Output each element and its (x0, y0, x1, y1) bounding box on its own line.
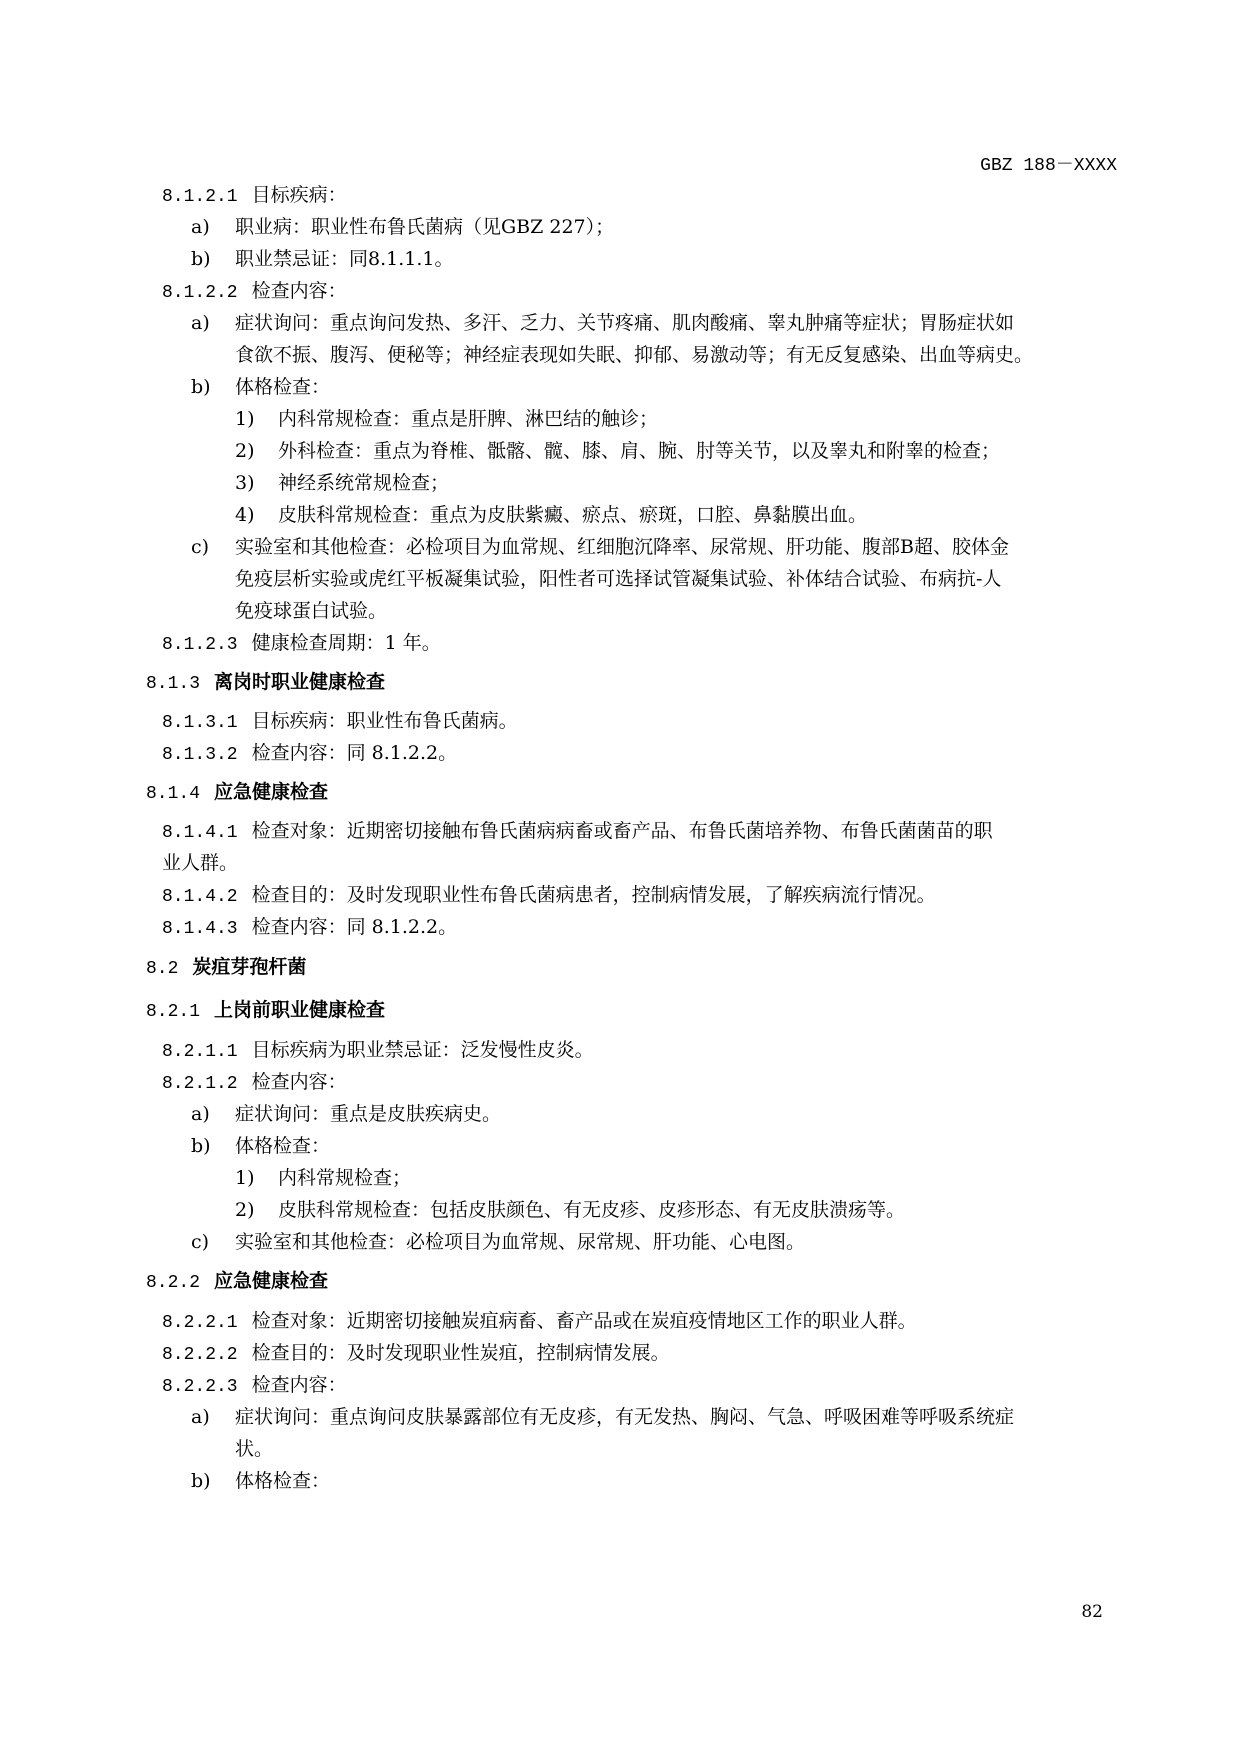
list-marker: a) (191, 1406, 210, 1428)
list-text-continuation: 免疫层析实验或虎红平板凝集试验，阳性者可选择试管凝集试验、补体结合试验、布病抗-人 (235, 568, 1002, 590)
clause-number: 8.2.1.2 (162, 1074, 238, 1094)
sub-list-item (235, 1167, 411, 1189)
list-text-continuation: 状。 (235, 1438, 274, 1460)
clause-8-1-4-3 (162, 916, 457, 940)
clause-text: 健康检查周期：1 年。 (251, 632, 441, 654)
list-marker: 1) (235, 1167, 255, 1189)
list-marker: b) (191, 1470, 211, 1492)
list-item (191, 312, 1014, 334)
clause-number: 8.1.3.2 (162, 745, 238, 765)
clause-number: 8.1.4.1 (162, 823, 238, 843)
page-number: 82 (1081, 1602, 1103, 1622)
list-text: 皮肤科常规检查：重点为皮肤紫癜、瘀点、瘀斑，口腔、鼻黏膜出血。 (278, 504, 868, 526)
clause-8-1-2-3 (162, 632, 441, 656)
list-text: 外科检查：重点为脊椎、骶髂、髋、膝、肩、腕、肘等关节，以及睾丸和附睾的检查； (278, 440, 1001, 462)
clause-8-1-3-1 (162, 710, 518, 734)
clause-text: 检查内容： (251, 280, 347, 302)
list-marker: 1) (235, 408, 255, 430)
clause-text: 检查内容：同 8.1.2.2。 (251, 742, 458, 764)
list-item (191, 216, 614, 238)
list-text-continuation: 免疫球蛋白试验。 (235, 600, 388, 622)
clause-8-1-4-1 (162, 820, 993, 844)
list-text: 内科常规检查； (278, 1167, 412, 1189)
list-marker: 2) (235, 440, 255, 462)
list-marker: b) (191, 1135, 211, 1157)
sub-list-item (235, 504, 867, 526)
list-text: 皮肤科常规检查：包括皮肤颜色、有无皮疹、皮疹形态、有无皮肤溃疡等。 (278, 1199, 906, 1221)
section-title: 离岗时职业健康检查 (214, 671, 386, 693)
list-marker: 2) (235, 1199, 255, 1221)
clause-text: 检查目的：及时发现职业性炭疽，控制病情发展。 (251, 1342, 670, 1364)
section-number: 8.1.3 (146, 674, 201, 694)
list-marker: 4) (235, 504, 255, 526)
list-item (191, 248, 453, 270)
clause-text: 检查内容：同 8.1.2.2。 (251, 916, 458, 938)
section-title: 应急健康检查 (214, 1270, 329, 1292)
clause-text: 检查目的：及时发现职业性布鲁氏菌病患者，控制病情发展，了解疾病流行情况。 (251, 884, 936, 906)
list-item (191, 1231, 805, 1253)
clause-text: 目标疾病： (251, 184, 347, 206)
section-heading-8-2-1 (146, 999, 385, 1023)
list-marker: a) (191, 312, 210, 334)
clause-8-2-2-3 (162, 1374, 347, 1398)
list-marker: a) (191, 1103, 210, 1125)
section-number: 8.2.2 (146, 1273, 201, 1293)
section-heading-8-1-4 (146, 781, 328, 805)
clause-number: 8.1.2.2 (162, 283, 238, 303)
list-marker: c) (191, 1231, 210, 1253)
list-item (191, 1406, 1014, 1428)
section-number: 8.1.4 (146, 784, 201, 804)
clause-number: 8.1.4.3 (162, 919, 238, 939)
clause-8-2-1-2 (162, 1071, 347, 1095)
clause-text: 检查内容： (251, 1071, 347, 1093)
list-text: 内科常规检查：重点是肝脾、淋巴结的触诊； (278, 408, 659, 430)
clause-8-1-4-2 (162, 884, 936, 908)
clause-text: 检查对象：近期密切接触炭疽病畜、畜产品或在炭疽疫情地区工作的职业人群。 (251, 1310, 917, 1332)
clause-text: 检查内容： (251, 1374, 347, 1396)
list-text: 症状询问：重点是皮肤疾病史。 (235, 1103, 502, 1125)
section-number: 8.2.1 (146, 1002, 201, 1022)
clause-8-1-2-1 (162, 184, 347, 208)
section-heading-8-1-3 (146, 671, 385, 695)
list-item (191, 1470, 330, 1492)
clause-number: 8.2.2.2 (162, 1345, 238, 1365)
list-marker: b) (191, 248, 211, 270)
clause-8-2-2-1 (162, 1310, 917, 1334)
section-heading-8-2 (146, 956, 306, 980)
section-title: 应急健康检查 (214, 781, 329, 803)
clause-number: 8.2.2.1 (162, 1313, 238, 1333)
section-title: 炭疽芽孢杆菌 (192, 956, 307, 978)
list-text: 体格检查： (235, 376, 331, 398)
list-marker: c) (191, 536, 210, 558)
list-text: 实验室和其他检查：必检项目为血常规、红细胞沉降率、尿常规、肝功能、腹部B超、胶体金 (235, 536, 1009, 558)
section-number: 8.2 (146, 959, 179, 979)
clause-number: 8.1.3.1 (162, 713, 238, 733)
clause-number: 8.1.2.1 (162, 187, 238, 207)
clause-text: 检查对象：近期密切接触布鲁氏菌病病畜或畜产品、布鲁氏菌培养物、布鲁氏菌菌苗的职 (251, 820, 993, 842)
section-heading-8-2-2 (146, 1270, 328, 1294)
sub-list-item (235, 408, 658, 430)
list-text: 职业病：职业性布鲁氏菌病（见GBZ 227）； (235, 216, 615, 238)
list-item (191, 1103, 501, 1125)
list-text: 实验室和其他检查：必检项目为血常规、尿常规、肝功能、心电图。 (235, 1231, 806, 1253)
list-marker: a) (191, 216, 210, 238)
list-text: 体格检查： (235, 1470, 331, 1492)
list-text-continuation: 食欲不振、腹泻、便秘等；神经症表现如失眠、抑郁、易激动等；有无反复感染、出血等病史。 (235, 344, 1034, 366)
section-title: 上岗前职业健康检查 (214, 999, 386, 1021)
list-text: 体格检查： (235, 1135, 331, 1157)
clause-text: 目标疾病为职业禁忌证：泛发慢性皮炎。 (251, 1039, 594, 1061)
sub-list-item (235, 1199, 905, 1221)
sub-list-item (235, 472, 449, 494)
clause-text: 目标疾病：职业性布鲁氏菌病。 (251, 710, 518, 732)
list-text: 症状询问：重点询问发热、多汗、乏力、关节疼痛、肌肉酸痛、睾丸肿痛等症状；胃肠症状如 (235, 312, 1015, 334)
sub-list-item (235, 440, 1000, 462)
list-text: 神经系统常规检查； (278, 472, 450, 494)
clause-8-2-2-2 (162, 1342, 670, 1366)
list-item (191, 376, 330, 398)
clause-8-2-1-1 (162, 1039, 594, 1063)
list-marker: 3) (235, 472, 255, 494)
clause-number: 8.2.2.3 (162, 1377, 238, 1397)
clause-number: 8.1.4.2 (162, 887, 238, 907)
clause-number: 8.1.2.3 (162, 635, 238, 655)
list-item (191, 1135, 330, 1157)
clause-text-continuation: 业人群。 (162, 852, 239, 874)
clause-8-1-2-2 (162, 280, 347, 304)
document-header-id: GBZ 188－XXXX (980, 156, 1117, 176)
list-text: 症状询问：重点询问皮肤暴露部位有无皮疹，有无发热、胸闷、气急、呼吸困难等呼吸系统症 (235, 1406, 1015, 1428)
clause-number: 8.2.1.1 (162, 1042, 238, 1062)
list-item (191, 536, 1009, 558)
list-marker: b) (191, 376, 211, 398)
list-text: 职业禁忌证：同8.1.1.1。 (235, 248, 454, 270)
clause-8-1-3-2 (162, 742, 457, 766)
